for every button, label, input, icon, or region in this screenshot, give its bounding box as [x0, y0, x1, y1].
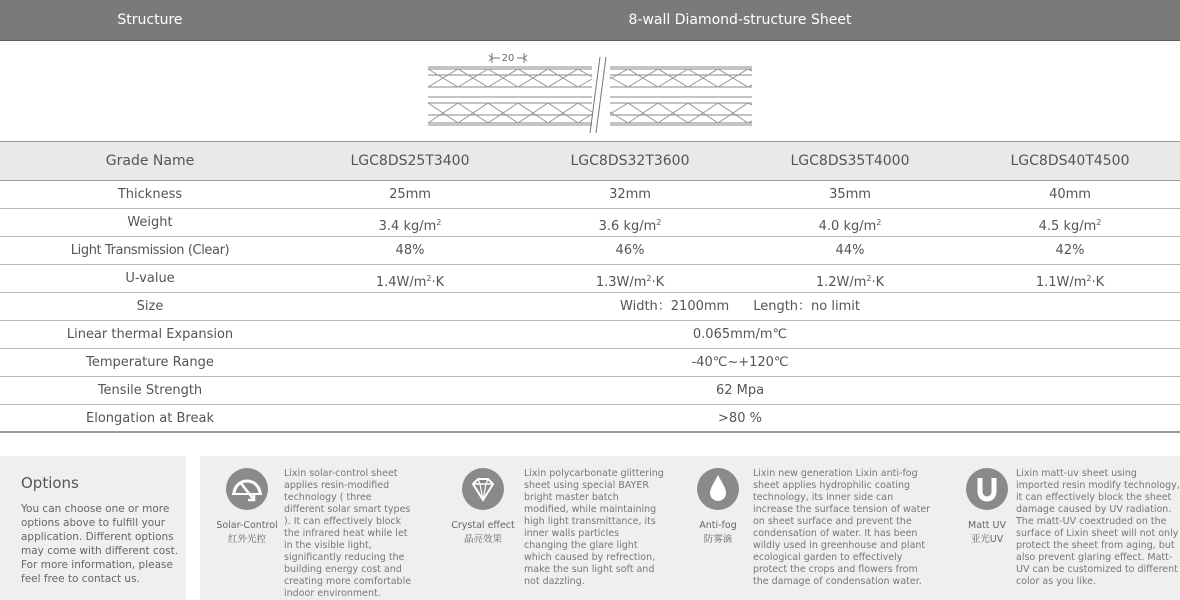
elongation-value: >80 %	[718, 411, 762, 426]
diamond-icon	[462, 468, 504, 510]
weight-label: Weight	[127, 215, 173, 230]
size-width: Width：2100mm	[620, 299, 730, 314]
grade-name-label: Grade Name	[105, 153, 195, 169]
solar-control-icon	[226, 468, 268, 510]
table-cell: 3.4 $kg/m^2$	[378, 218, 442, 234]
thermal-expansion-row	[0, 321, 1180, 349]
grade-cell: LGC8DS35T4000	[790, 153, 910, 169]
structure-diagram	[0, 41, 1180, 141]
table-cell: $1.4W/m^2\cdot K$	[375, 274, 445, 290]
table-cell: 4.5 $kg/m^2$	[1038, 218, 1102, 234]
water-drop-icon	[697, 468, 739, 510]
table-cell: 44%	[835, 243, 865, 258]
table-cell: 3.6 $kg/m^2$	[598, 218, 662, 234]
thickness-row	[0, 181, 1180, 209]
table-cell: 48%	[395, 243, 425, 258]
letter-u-icon	[966, 468, 1008, 510]
grade-cell: LGC8DS25T3400	[350, 153, 470, 169]
elongation-label: Elongation at Break	[86, 411, 214, 426]
thickness-label: Thickness	[117, 187, 183, 202]
grade-cell: LGC8DS32T3600	[570, 153, 690, 169]
table-cell: 46%	[615, 243, 645, 258]
anti-fog-label: Anti-fog 防雾滴	[699, 520, 737, 545]
crystal-effect-description: Lixin polycarbonate glittering sheet using special BAYER bright master batch modified, while maintaining high light transmittance, its inner walls particles changing the glare light which caused by refrection, make the sun light soft and not dazzling.	[524, 468, 664, 587]
temperature-row	[0, 349, 1180, 377]
u-value-label: U-value	[125, 271, 175, 286]
light-transmission-label: Light Transmission (Clear)	[70, 243, 230, 258]
cross-section-drawing	[420, 47, 760, 135]
table-cell: 25mm	[389, 187, 431, 202]
table-cell: 42%	[1055, 243, 1085, 258]
tensile-strength-label: Tensile Strength	[97, 383, 203, 398]
thermal-expansion-value: 0.065mm/m℃	[692, 327, 788, 342]
options-title: Options	[21, 474, 79, 492]
size-label: Size	[136, 299, 164, 314]
temperature-label: Temperature Range	[86, 355, 214, 370]
structure-header-label: Structure	[117, 12, 183, 28]
matt-uv-description: Lixin matt-uv sheet using imported resin modify technology, it can effectively block the sheet damage caused by UV radiation. The matt-UV coextruded on the surface of Lixin sheet will not only protect the sheet from aging, but also prevent glaring effect. Matt-UV can be customized to different color as you like.	[1016, 468, 1180, 587]
u-value-row	[0, 265, 1180, 293]
options-text: You can choose one or more options above to fulfill your application. Different options may come with different cost. For more information, please feel free to contact us.	[21, 503, 179, 585]
table-cell: $1.3W/m^2\cdot K$	[595, 274, 665, 290]
table-cell: 35mm	[829, 187, 871, 202]
product-title: 8-wall Diamond-structure Sheet	[628, 12, 852, 28]
thermal-expansion-label: Linear thermal Expansion	[66, 327, 234, 342]
dimension-label: 20	[501, 53, 515, 64]
table-cell: 32mm	[609, 187, 651, 202]
light-transmission-row	[0, 237, 1180, 265]
features-panel	[200, 456, 1180, 600]
size-value	[300, 293, 1180, 320]
table-header	[0, 0, 1180, 41]
size-length: Length：no limit	[753, 299, 860, 314]
options-panel	[0, 456, 186, 600]
solar-control-label: Solar-Control 红外光控	[216, 520, 278, 545]
temperature-value: -40℃~+120℃	[691, 355, 789, 370]
size-row	[0, 293, 1180, 321]
matt-uv-label: Matt UV 亚光UV	[968, 520, 1006, 545]
table-cell: 4.0 $kg/m^2$	[818, 218, 882, 234]
grade-name-row	[0, 141, 1180, 181]
crystal-effect-label: Crystal effect 晶亮效果	[451, 520, 515, 545]
anti-fog-description: Lixin new generation Lixin anti-fog sheet applies hydrophilic coating technology, its inner side can increase the surface tension of water on sheet surface and prevent the condensation of water. It has been wildly used in greenhouse and plant ecological garden to effectively protect the crops and flowers from the damage of condensation water.	[753, 468, 931, 587]
weight-row	[0, 209, 1180, 237]
table-cell: $1.1W/m^2\cdot K$	[1035, 274, 1105, 290]
table-cell: $1.2W/m^2\cdot K$	[815, 274, 885, 290]
tensile-strength-value: 62 Mpa	[715, 383, 765, 398]
tensile-strength-row	[0, 377, 1180, 405]
table-cell: 40mm	[1049, 187, 1091, 202]
grade-cell: LGC8DS40T4500	[1010, 153, 1130, 169]
solar-control-description: Lixin solar-control sheet applies resin-modified technology ( three different solar smart types ). It can effectively block the infrared heat while let in the visible light, significantly reducing the building energy cost and creating more comfortable indoor environment.	[284, 468, 412, 599]
elongation-row	[0, 405, 1180, 433]
